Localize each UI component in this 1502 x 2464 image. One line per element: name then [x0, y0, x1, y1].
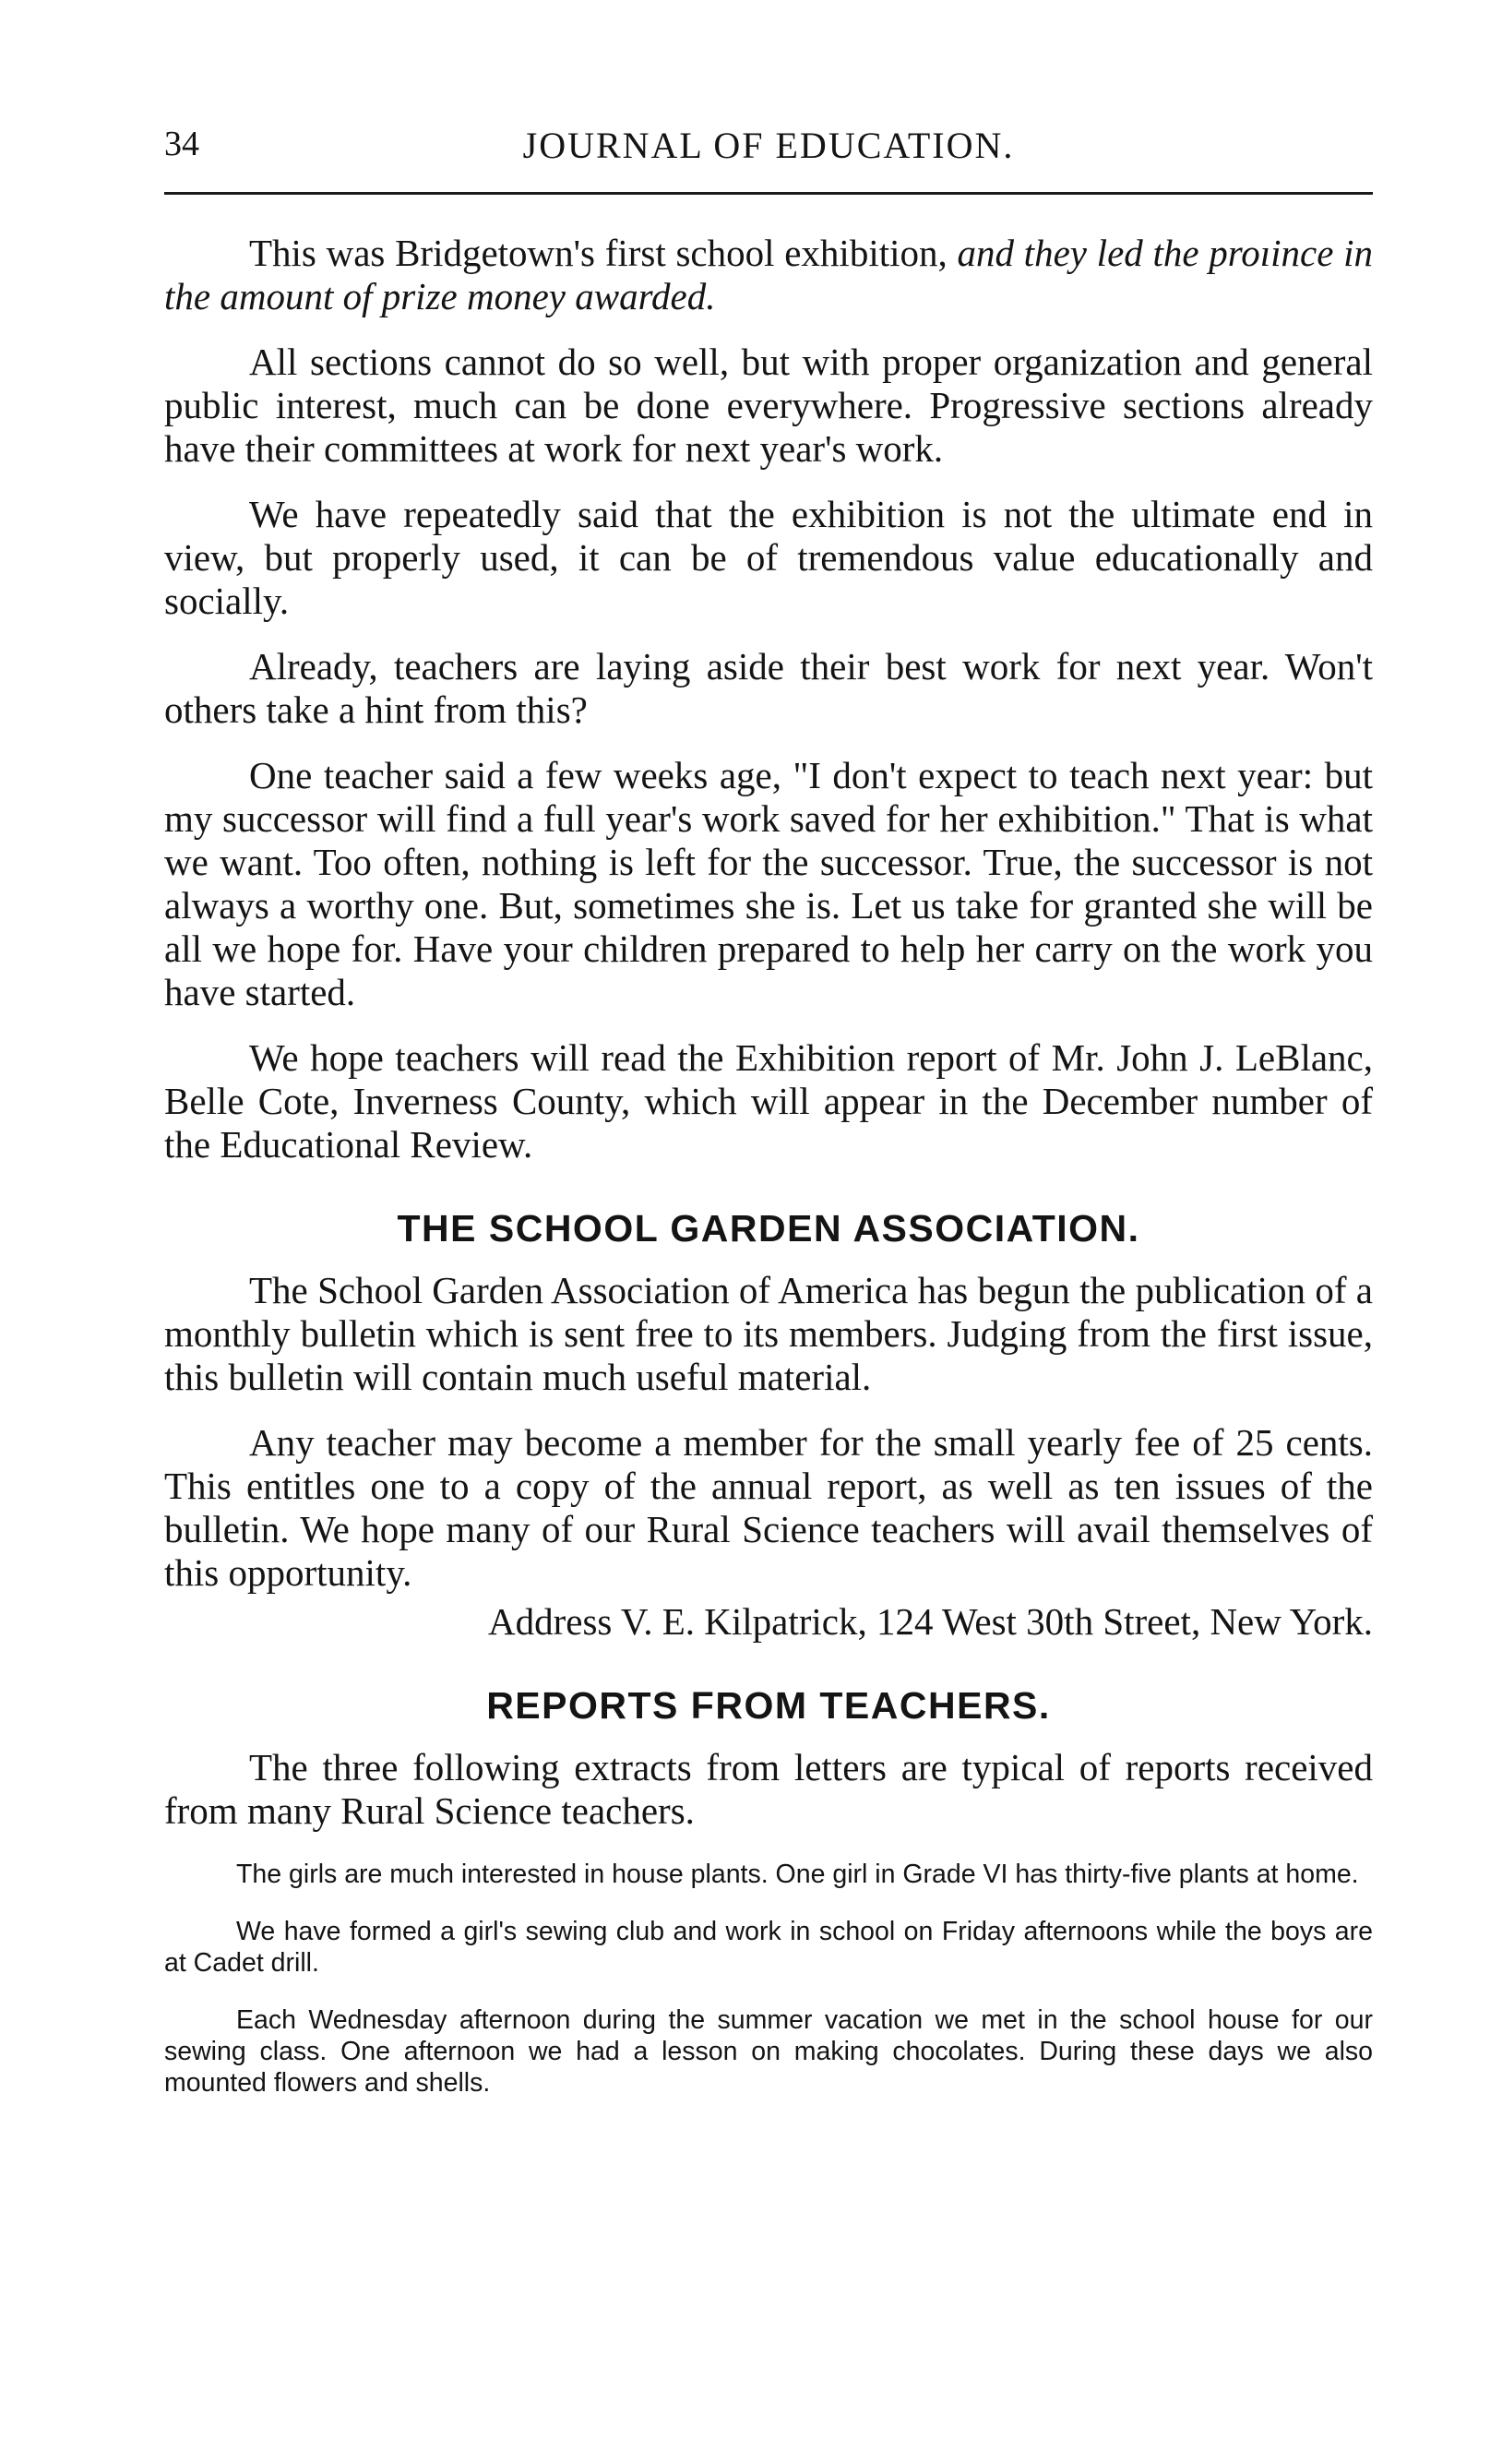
paragraph-successor: One teacher said a few weeks age, "I don't expect to teach next year: but my successor will find a full year's work saved for her exhibition." That is what we want. Too often, nothing is left for the successor. True, the successor is not always a worthy one. But, sometimes she is. Let us take for granted she will be all we hope for. Have your children prepared to help her carry on the work you have started. [164, 754, 1373, 1013]
header-rule [164, 192, 1373, 195]
paragraph-reports-intro: The three following extracts from letters are typical of reports received from many Rural Science teachers. [164, 1746, 1373, 1832]
heading-reports-from-teachers: REPORTS FROM TEACHERS. [486, 1684, 1051, 1727]
paragraph-garden-membership: Any teacher may become a member for the small yearly fee of 25 cents. This entitles one to a copy of the annual report, as well as ten issues of the bulletin. We hope many of our Rural Science teachers will avail themselves of this opportunity. [164, 1421, 1373, 1594]
paragraph-bridgetown-text: This was Bridgetown's first school exhibition, [249, 232, 958, 274]
paragraph-exhibition-value: We have repeatedly said that the exhibition is not the ultimate end in view, but properly used, it can be of tremendous value educationally and socially. [164, 493, 1373, 622]
article-body [164, 232, 1373, 2099]
journal-title: JOURNAL OF EDUCATION. [522, 125, 1015, 166]
journal-page [164, 111, 1373, 2124]
paragraph-organization: All sections cannot do so well, but with proper organization and general public interest, much can be done everywhere. Progressive sections already have their committees at work for next year's work. [164, 341, 1373, 470]
heading-school-garden: THE SCHOOL GARDEN ASSOCIATION. [397, 1207, 1140, 1250]
paragraph-bridgetown-italic: and they led the proıince in the amount of prize money awarded. [164, 232, 1374, 317]
extract-house-plants: The girls are much interested in house plants. One girl in Grade VI has thirty-five plants at home. [236, 1860, 1359, 1889]
page-number: 34 [164, 125, 199, 163]
extract-sewing-club: We have formed a girl's sewing club and work in school on Friday afternoons while the boys are at Cadet drill. [164, 1917, 1373, 1978]
paragraph-leblanc-report: We hope teachers will read the Exhibition report of Mr. John J. LeBlanc, Belle Cote, Inverness County, which will appear in the December number of the Educational Review. [164, 1036, 1373, 1166]
paragraph-bridgetown [164, 232, 1373, 318]
paragraph-garden-bulletin: The School Garden Association of America has begun the publication of a monthly bulletin which is sent free to its members. Judging from the first issue, this bulletin will contain much useful material. [164, 1269, 1373, 1398]
paragraph-best-work: Already, teachers are laying aside their best work for next year. Won't others take a hint from this? [164, 645, 1373, 731]
extract-summer-vacation: Each Wednesday afternoon during the summer vacation we met in the school house for our sewing class. One afternoon we had a lesson on making chocolates. During these days we also mounted flowers and shells. [164, 2005, 1373, 2098]
garden-address: Address V. E. Kilpatrick, 124 West 30th Street, New York. [487, 1600, 1373, 1643]
running-head [164, 111, 1373, 166]
teacher-extracts [164, 1859, 1373, 2099]
